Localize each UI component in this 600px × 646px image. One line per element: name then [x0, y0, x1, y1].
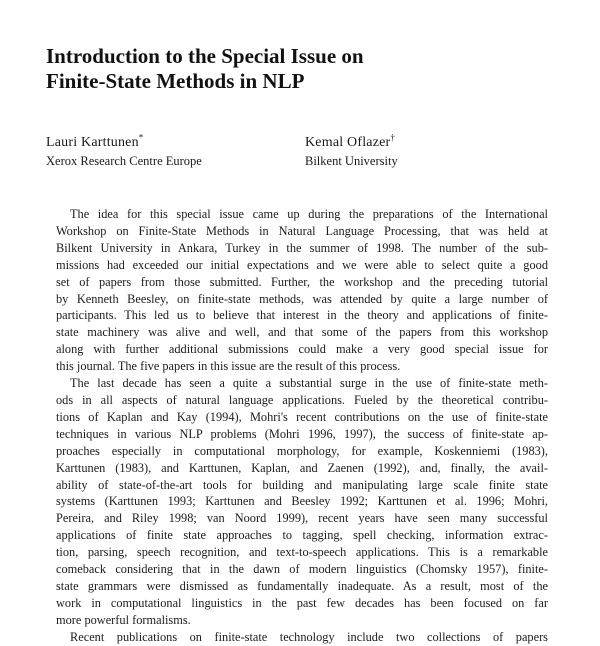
paragraph-line: work in computational linguistics in the past few decades has been focused on far [56, 595, 548, 610]
paragraph-line: comeback considering that in the dawn of modern linguistics (Chomsky 1957), finite- [56, 562, 548, 577]
body-text [56, 206, 548, 646]
author-name: Kemal Oflazer† [305, 132, 396, 150]
paragraph-line: participants. This led us to believe that interest in the theory and applications of finite- [56, 308, 548, 323]
author-affiliation: Bilkent University [305, 154, 398, 168]
paragraph-line: Workshop on Finite-State Methods in Natural Language Processing, that was held at [56, 223, 548, 238]
paragraph-line: proaches especially in computational morphology, for example, Koskenniemi (1983), [56, 443, 548, 458]
title-line: Finite-State Methods in NLP [46, 69, 305, 93]
title-line: Introduction to the Special Issue on [46, 44, 364, 68]
paragraph-line: more powerful formalisms. [56, 612, 191, 627]
paragraph-line: The last decade has seen a quite a substantial surge in the use of finite-state meth- [70, 376, 548, 391]
paragraph-line: systems (Karttunen 1993; Karttunen and Beesley 1992; Karttunen et al. 1996; Mohri, [56, 494, 548, 509]
paragraph-line: tion, parsing, speech recognition, and text-to-speech applications. This is a remarkable [56, 545, 548, 560]
paragraph-line: this journal. The five papers in this issue are the result of this process. [56, 359, 401, 374]
paragraph-line: state grammars were dismissed as fundamentally inadequate. As a result, most of the [56, 578, 548, 593]
paragraph-line: set of papers from those submitted. Further, the workshop and the preceding tutorial [56, 274, 548, 289]
author-block [305, 134, 525, 170]
paragraph-line: techniques in various NLP problems (Mohri 1996, 1997), the success of finite-state ap- [56, 426, 548, 441]
paragraph-line: by Kenneth Beesley, on finite-state methods, was attended by quite a large number of [56, 291, 548, 306]
paragraph-line: Karttunen (1983), and Karttunen, Kaplan, and Zaenen (1992), and, finally, the avail- [56, 460, 548, 475]
paragraph-line: missions had exceeded our initial expectations and we were able to select quite a good [56, 257, 548, 272]
author-block [46, 134, 266, 170]
paragraph-line: Recent publications on finite-state technology include two collections of papers [70, 629, 548, 644]
author-footnote-mark: † [390, 132, 396, 143]
paragraph-line: ability of state-of-the-art tools for building and manipulating large scale finite state [56, 477, 548, 492]
paragraph-line: ods in all aspects of natural language applications. Fueled by the theoretical contribu- [56, 392, 548, 407]
paper-title [46, 44, 566, 94]
paragraph-line: Pereira, and Riley 1998; van Noord 1999), recent years have seen many successful [56, 511, 548, 526]
paragraph-line: state machinery was alive and well, and that some of the papers from this workshop [56, 325, 548, 340]
paragraph-line: Bilkent University in Ankara, Turkey in the summer of 1998. The number of the sub- [56, 240, 548, 255]
author-name: Lauri Karttunen* [46, 132, 144, 150]
author-footnote-mark: * [138, 132, 144, 143]
paragraph-line: The idea for this special issue came up during the preparations of the International [70, 207, 548, 221]
paragraph-line: along with further additional submissions could make a very good special issue for [56, 342, 548, 357]
paragraph-line: applications of finite state approaches to tagging, spell checking, information extrac- [56, 528, 548, 543]
paragraph-line: tions of Kaplan and Kay (1994), Mohri's recent contributions on the use of finite-state [56, 409, 548, 424]
author-affiliation: Xerox Research Centre Europe [46, 154, 202, 168]
